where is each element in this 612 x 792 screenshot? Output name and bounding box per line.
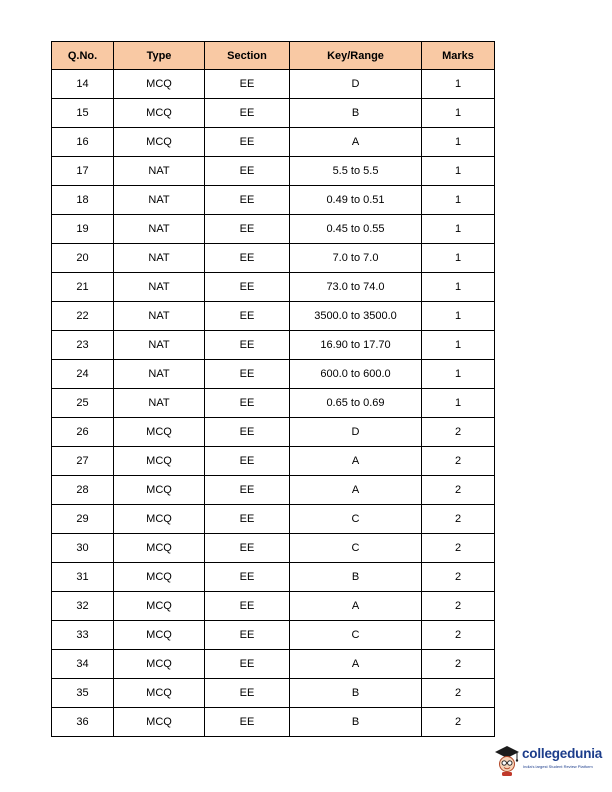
table-row (52, 99, 495, 128)
cell-key-range: A (290, 592, 422, 621)
cell-type: MCQ (114, 563, 205, 592)
cell-marks: 2 (422, 534, 495, 563)
table-row (52, 592, 495, 621)
cell-key-range: 73.0 to 74.0 (290, 273, 422, 302)
cell-section: EE (205, 708, 290, 737)
cell-marks: 1 (422, 360, 495, 389)
cell-qno: 21 (52, 273, 114, 302)
cell-key-range: B (290, 708, 422, 737)
cell-marks: 1 (422, 70, 495, 99)
table-row (52, 505, 495, 534)
cell-type: MCQ (114, 621, 205, 650)
table-row (52, 360, 495, 389)
cell-key-range: A (290, 650, 422, 679)
cell-section: EE (205, 215, 290, 244)
cell-marks: 1 (422, 302, 495, 331)
cell-section: EE (205, 447, 290, 476)
answer-key-table (51, 41, 495, 737)
cell-qno: 18 (52, 186, 114, 215)
cell-section: EE (205, 592, 290, 621)
table-row (52, 186, 495, 215)
cell-type: NAT (114, 273, 205, 302)
table-row (52, 476, 495, 505)
cell-marks: 2 (422, 447, 495, 476)
cell-section: EE (205, 157, 290, 186)
table-row (52, 331, 495, 360)
header-type: Type (114, 42, 205, 70)
cell-key-range: B (290, 679, 422, 708)
cell-marks: 2 (422, 476, 495, 505)
cell-marks: 2 (422, 621, 495, 650)
cell-marks: 2 (422, 418, 495, 447)
cell-section: EE (205, 534, 290, 563)
cell-qno: 24 (52, 360, 114, 389)
table-row (52, 563, 495, 592)
cell-key-range: 16.90 to 17.70 (290, 331, 422, 360)
cell-section: EE (205, 244, 290, 273)
table-row (52, 157, 495, 186)
cell-section: EE (205, 186, 290, 215)
cell-qno: 14 (52, 70, 114, 99)
cell-marks: 1 (422, 128, 495, 157)
cell-type: MCQ (114, 476, 205, 505)
cell-type: MCQ (114, 650, 205, 679)
cell-marks: 1 (422, 186, 495, 215)
cell-type: NAT (114, 360, 205, 389)
cell-key-range: 0.45 to 0.55 (290, 215, 422, 244)
cell-marks: 2 (422, 679, 495, 708)
header-qno: Q.No. (52, 42, 114, 70)
cell-key-range: C (290, 505, 422, 534)
header-section: Section (205, 42, 290, 70)
cell-marks: 2 (422, 563, 495, 592)
cell-key-range: B (290, 563, 422, 592)
cell-type: MCQ (114, 128, 205, 157)
cell-type: MCQ (114, 708, 205, 737)
logo-wordmark: collegedunia (522, 746, 603, 761)
cell-qno: 19 (52, 215, 114, 244)
cell-key-range: 0.49 to 0.51 (290, 186, 422, 215)
cell-key-range: D (290, 70, 422, 99)
cell-qno: 33 (52, 621, 114, 650)
cell-marks: 1 (422, 157, 495, 186)
cell-type: NAT (114, 215, 205, 244)
cell-section: EE (205, 99, 290, 128)
cell-qno: 36 (52, 708, 114, 737)
cell-key-range: 7.0 to 7.0 (290, 244, 422, 273)
cell-key-range: A (290, 128, 422, 157)
cell-qno: 30 (52, 534, 114, 563)
table-row (52, 244, 495, 273)
cell-key-range: 5.5 to 5.5 (290, 157, 422, 186)
cell-section: EE (205, 476, 290, 505)
cell-type: NAT (114, 186, 205, 215)
cell-key-range: 3500.0 to 3500.0 (290, 302, 422, 331)
cell-marks: 1 (422, 99, 495, 128)
header-key-range: Key/Range (290, 42, 422, 70)
table-row (52, 70, 495, 99)
cell-qno: 28 (52, 476, 114, 505)
cell-qno: 22 (52, 302, 114, 331)
cell-type: MCQ (114, 505, 205, 534)
cell-marks: 1 (422, 215, 495, 244)
table-row (52, 389, 495, 418)
table-row (52, 273, 495, 302)
cell-type: NAT (114, 157, 205, 186)
cell-section: EE (205, 70, 290, 99)
cell-qno: 20 (52, 244, 114, 273)
table-row (52, 679, 495, 708)
cell-key-range: A (290, 476, 422, 505)
cell-qno: 35 (52, 679, 114, 708)
cell-qno: 27 (52, 447, 114, 476)
cell-marks: 2 (422, 708, 495, 737)
cell-marks: 1 (422, 273, 495, 302)
table-body (52, 70, 495, 737)
cell-key-range: 600.0 to 600.0 (290, 360, 422, 389)
cell-type: MCQ (114, 99, 205, 128)
cell-section: EE (205, 389, 290, 418)
cell-type: NAT (114, 389, 205, 418)
table-row (52, 650, 495, 679)
cell-section: EE (205, 418, 290, 447)
cell-type: MCQ (114, 534, 205, 563)
cell-marks: 1 (422, 331, 495, 360)
cell-section: EE (205, 563, 290, 592)
cell-qno: 23 (52, 331, 114, 360)
table-row (52, 215, 495, 244)
cell-marks: 2 (422, 650, 495, 679)
cell-marks: 2 (422, 505, 495, 534)
cell-section: EE (205, 360, 290, 389)
logo-tagline: India's largest Student Review Platform (523, 764, 593, 769)
cell-qno: 17 (52, 157, 114, 186)
cell-key-range: 0.65 to 0.69 (290, 389, 422, 418)
cell-qno: 29 (52, 505, 114, 534)
cell-section: EE (205, 679, 290, 708)
cell-type: NAT (114, 302, 205, 331)
cell-section: EE (205, 650, 290, 679)
table-row (52, 708, 495, 737)
cell-section: EE (205, 273, 290, 302)
cell-key-range: D (290, 418, 422, 447)
table-row (52, 302, 495, 331)
cell-section: EE (205, 505, 290, 534)
cell-type: MCQ (114, 679, 205, 708)
table-header-row (52, 42, 495, 70)
header-marks: Marks (422, 42, 495, 70)
cell-qno: 15 (52, 99, 114, 128)
cell-type: MCQ (114, 70, 205, 99)
cell-section: EE (205, 621, 290, 650)
cell-key-range: C (290, 621, 422, 650)
cell-section: EE (205, 331, 290, 360)
table-row (52, 534, 495, 563)
cell-qno: 26 (52, 418, 114, 447)
cell-marks: 1 (422, 244, 495, 273)
table-row (52, 621, 495, 650)
cell-type: MCQ (114, 418, 205, 447)
cell-qno: 16 (52, 128, 114, 157)
cell-qno: 32 (52, 592, 114, 621)
cell-key-range: B (290, 99, 422, 128)
cell-type: MCQ (114, 592, 205, 621)
cell-marks: 2 (422, 592, 495, 621)
table-row (52, 447, 495, 476)
cell-type: MCQ (114, 447, 205, 476)
cell-qno: 34 (52, 650, 114, 679)
table-row (52, 128, 495, 157)
graduate-cap-icon (493, 743, 521, 777)
cell-qno: 25 (52, 389, 114, 418)
cell-type: NAT (114, 331, 205, 360)
collegedunia-logo (493, 741, 605, 781)
cell-qno: 31 (52, 563, 114, 592)
cell-type: NAT (114, 244, 205, 273)
cell-section: EE (205, 302, 290, 331)
cell-section: EE (205, 128, 290, 157)
table-row (52, 418, 495, 447)
cell-marks: 1 (422, 389, 495, 418)
cell-key-range: C (290, 534, 422, 563)
cell-key-range: A (290, 447, 422, 476)
